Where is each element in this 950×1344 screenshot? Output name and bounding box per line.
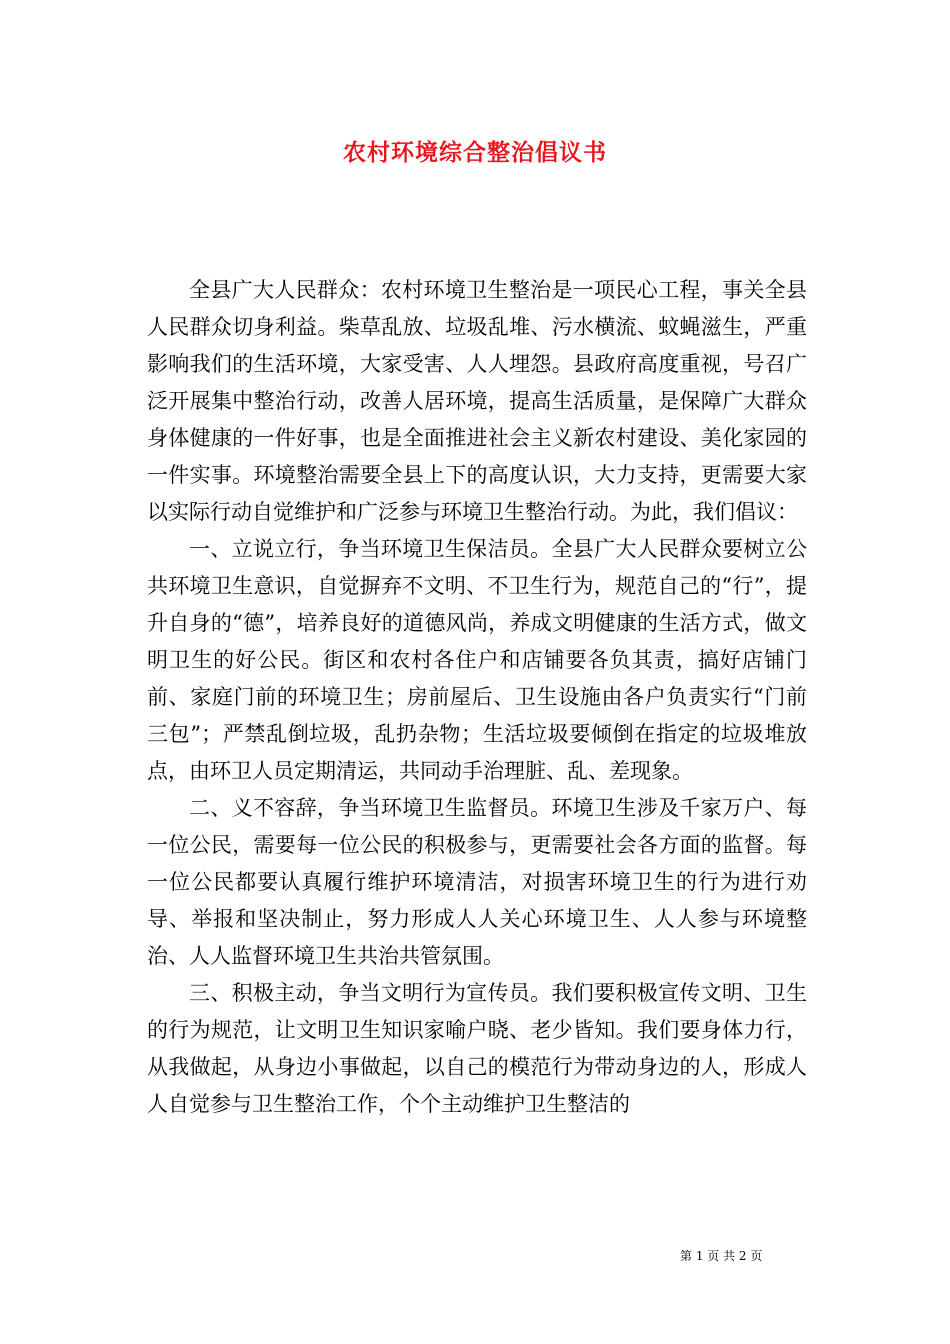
document-body: [147, 272, 807, 1123]
paragraph-proposal-2: 二、义不容辞，争当环境卫生监督员。环境卫生涉及千家万户、每一位公民，需要每一位公民的积极参与，更需要社会各方面的监督。每一位公民都要认真履行维护环境清洁，对损害环境卫生的行为进行劝导、举报和坚决制止，努力形成人人关心环境卫生、人人参与环境整治、人人监督环境卫生共治共管氛围。: [147, 796, 807, 968]
paragraph-proposal-3: 三、积极主动，争当文明行为宣传员。我们要积极宣传文明、卫生的行为规范，让文明卫生知识家喻户晓、老少皆知。我们要身体力行，从我做起，从身边小事做起，以自己的模范行为带动身边的人，形成人人自觉参与卫生整治工作，个个主动维护卫生整洁的: [147, 981, 807, 1116]
document-title: 农村环境综合整治倡议书: [343, 139, 607, 166]
page-number-footer: 第 1 页 共 2 页: [680, 1249, 763, 1263]
paragraph-proposal-1: 一、立说立行，争当环境卫生保洁员。全县广大人民群众要树立公共环境卫生意识，自觉摒弃不文明、不卫生行为，规范自己的“行”，提升自身的“德”，培养良好的道德风尚，养成文明健康的生活方式，做文明卫生的好公民。街区和农村各住户和店铺要各负其责，搞好店铺门前、家庭门前的环境卫生；房前屋后、卫生设施由各户负责实行“门前三包”；严禁乱倒垃圾，乱扔杂物；生活垃圾要倾倒在指定的垃圾堆放点，由环卫人员定期清运，共同动手治理脏、乱、差现象。: [147, 537, 807, 783]
paragraph-intro: 全县广大人民群众：农村环境卫生整治是一项民心工程，事关全县人民群众切身利益。柴草乱放、垃圾乱堆、污水横流、蚊蝇滋生，严重影响我们的生活环境，大家受害、人人埋怨。县政府高度重视，号召广泛开展集中整治行动，改善人居环境，提高生活质量，是保障广大群众身体健康的一件好事，也是全面推进社会主义新农村建设、美化家园的一件实事。环境整治需要全县上下的高度认识，大力支持，更需要大家以实际行动自觉维护和广泛参与环境卫生整治行动。为此，我们倡议：: [147, 278, 807, 524]
